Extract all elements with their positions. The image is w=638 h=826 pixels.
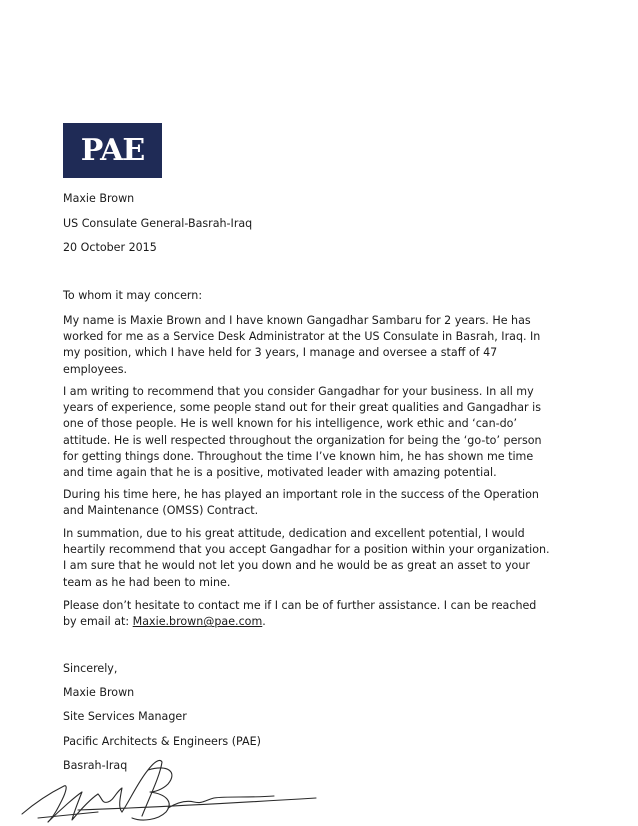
sender-name: Maxie Brown: [63, 192, 135, 205]
paragraph-line: one of those people. He is well known for his intelligence, work ethic and ‘can-do’: [63, 417, 517, 431]
paragraph-line: In summation, due to his great attitude, dedication and excellent potential, I would: [63, 527, 525, 540]
paragraph-line: for getting things done. Throughout the time I’ve known him, he has shown me time: [63, 449, 534, 463]
paragraph-line: I am sure that he would not let you down and he would be as great an asset to your: [63, 559, 530, 573]
paragraph-line: my position, which I have held for 3 years, I manage and oversee a staff of 47: [63, 346, 498, 360]
email-link[interactable]: Maxie.brown@pae.com: [132, 615, 263, 629]
signer-title: Site Services Manager: [63, 710, 187, 723]
signer-company: Pacific Architects & Engineers (PAE): [63, 735, 261, 748]
paragraph-line: worked for me as a Service Desk Administrator at the US Consulate in Basrah, Iraq. In: [63, 330, 541, 344]
letter-date: 20 October 2015: [63, 241, 157, 254]
paragraph-intro: [63, 313, 555, 378]
logo-text: PAE: [80, 132, 145, 168]
paragraph-line: [63, 614, 555, 630]
paragraph-line: During his time here, he has played an important role in the success of the Operation: [63, 488, 539, 501]
handwritten-signature: [18, 752, 338, 826]
paragraph-line: and Maintenance (OMSS) Contract.: [63, 504, 259, 518]
signer-name: Maxie Brown: [63, 686, 135, 699]
paragraph-line: years of experience, some people stand out for their great qualities and Gangadhar is: [63, 401, 541, 415]
valediction: Sincerely,: [63, 662, 118, 675]
signer-location: Basrah-Iraq: [63, 759, 128, 772]
paragraph-line: attitude. He is well respected throughout the organization for being the ‘go-to’ person: [63, 433, 542, 447]
paragraph-summation: [63, 526, 555, 591]
paragraph-line: and time again that he is a positive, motivated leader with amazing potential.: [63, 466, 497, 480]
paragraph-line: employees.: [63, 362, 128, 376]
sender-organization: US Consulate General-Basrah-Iraq: [63, 217, 253, 230]
pae-logo: [63, 123, 162, 178]
paragraph-recommendation: [63, 384, 555, 481]
paragraph-line: I am writing to recommend that you consider Gangadhar for your business. In all my: [63, 385, 534, 398]
salutation: To whom it may concern:: [63, 289, 203, 302]
email-suffix: .: [262, 615, 266, 629]
email-prefix: by email at:: [63, 615, 133, 629]
paragraph-role: [63, 487, 555, 519]
paragraph-contact: [63, 598, 555, 630]
paragraph-line: team as he had been to mine.: [63, 575, 231, 589]
paragraph-line: heartily recommend that you accept Gangadhar for a position within your organization.: [63, 543, 550, 557]
paragraph-line: My name is Maxie Brown and I have known Gangadhar Sambaru for 2 years. He has: [63, 314, 531, 327]
paragraph-line: Please don’t hesitate to contact me if I can be of further assistance. I can be reached: [63, 599, 537, 612]
